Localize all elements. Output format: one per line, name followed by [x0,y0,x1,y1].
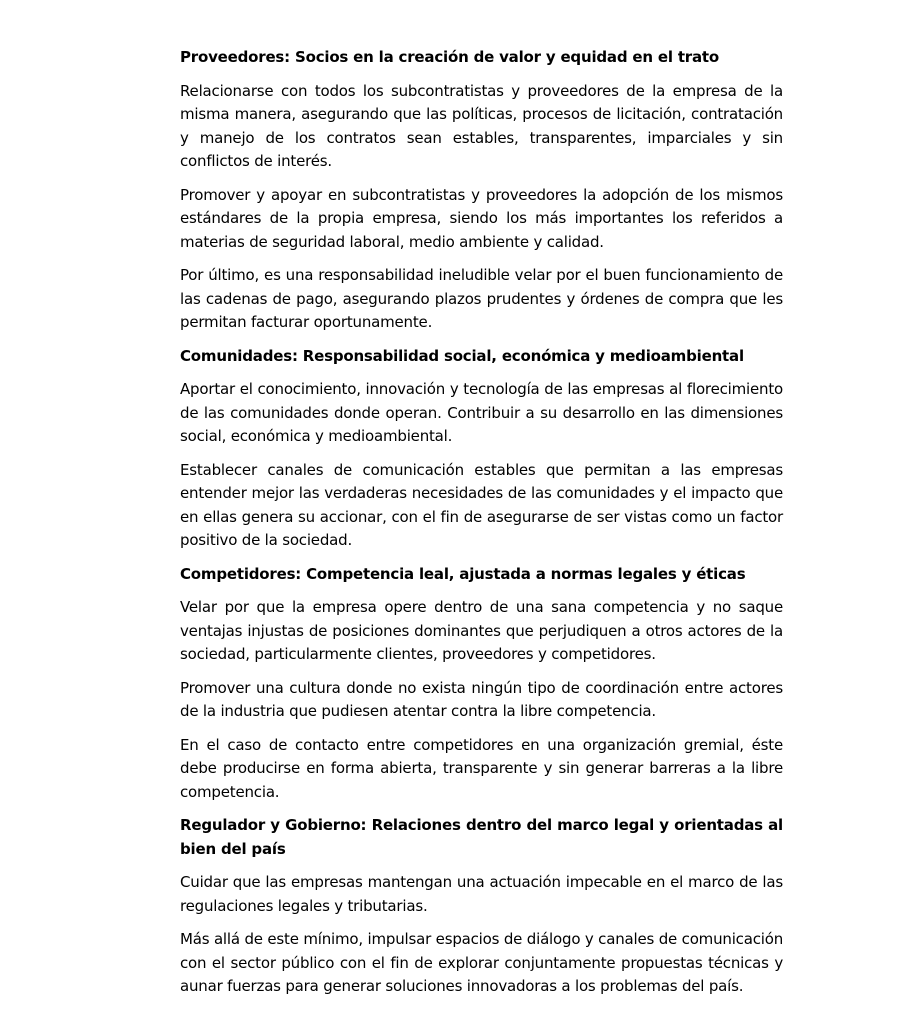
paragraph: Por último, es una responsabilidad ineludible velar por el buen funcionamiento de las cadenas de pago, asegurando plazos prudentes y órdenes de compra que les permitan facturar oportunamente. [180,266,783,331]
paragraph: En el caso de contacto entre competidores en una organización gremial, éste debe producirse en forma abierta, transparente y sin generar barreras a la libre competencia. [180,735,783,801]
paragraph: Promover una cultura donde no exista ningún tipo de coordinación entre actores de la industria que pudiesen atentar contra la libre competencia. [180,678,783,720]
paragraph: Relacionarse con todos los subcontratistas y proveedores de la empresa de la misma manera, asegurando que las políticas, procesos de licitación, contratación y manejo de los contratos sean estables, transparentes, imparciales y sin conflictos de interés. [180,81,783,170]
paragraph: Promover y apoyar en subcontratistas y proveedores la adopción de los mismos estándares de la propia empresa, siendo los más importantes los referidos a materias de seguridad laboral, medio ambiente y calidad. [180,185,783,251]
section-heading-competidores: Competidores: Competencia leal, ajustada a normas legales y éticas [180,564,746,583]
paragraph: Más allá de este mínimo, impulsar espacios de diálogo y canales de comunicación con el sector público con el fin de explorar conjuntamente propuestas técnicas y aunar fuerzas para generar soluciones innovadoras a los problemas del país. [180,930,783,995]
section-heading-comunidades: Comunidades: Responsabilidad social, económica y medioambiental [180,346,744,365]
paragraph: Establecer canales de comunicación estables que permitan a las empresas entender mejor las verdaderas necesidades de las comunidades y el impacto que en ellas genera su accionar, con el fin de asegurarse de ser vistas como un factor positivo de la sociedad. [180,460,783,549]
section-heading-regulador: Regulador y Gobierno: Relaciones dentro del marco legal y orientadas al bien del país [180,816,783,858]
document-page [180,46,783,1009]
paragraph: Aportar el conocimiento, innovación y tecnología de las empresas al florecimiento de las comunidades donde operan. Contribuir a su desarrollo en las dimensiones social, económica y medioambiental. [180,380,783,445]
paragraph: Cuidar que las empresas mantengan una actuación impecable en el marco de las regulaciones legales y tributarias. [180,873,783,915]
section-heading-proveedores: Proveedores: Socios en la creación de valor y equidad en el trato [180,48,719,66]
paragraph: Velar por que la empresa opere dentro de una sana competencia y no saque ventajas injustas de posiciones dominantes que perjudiquen a otros actores de la sociedad, particularmente clientes, proveedores y competidores. [180,598,783,663]
